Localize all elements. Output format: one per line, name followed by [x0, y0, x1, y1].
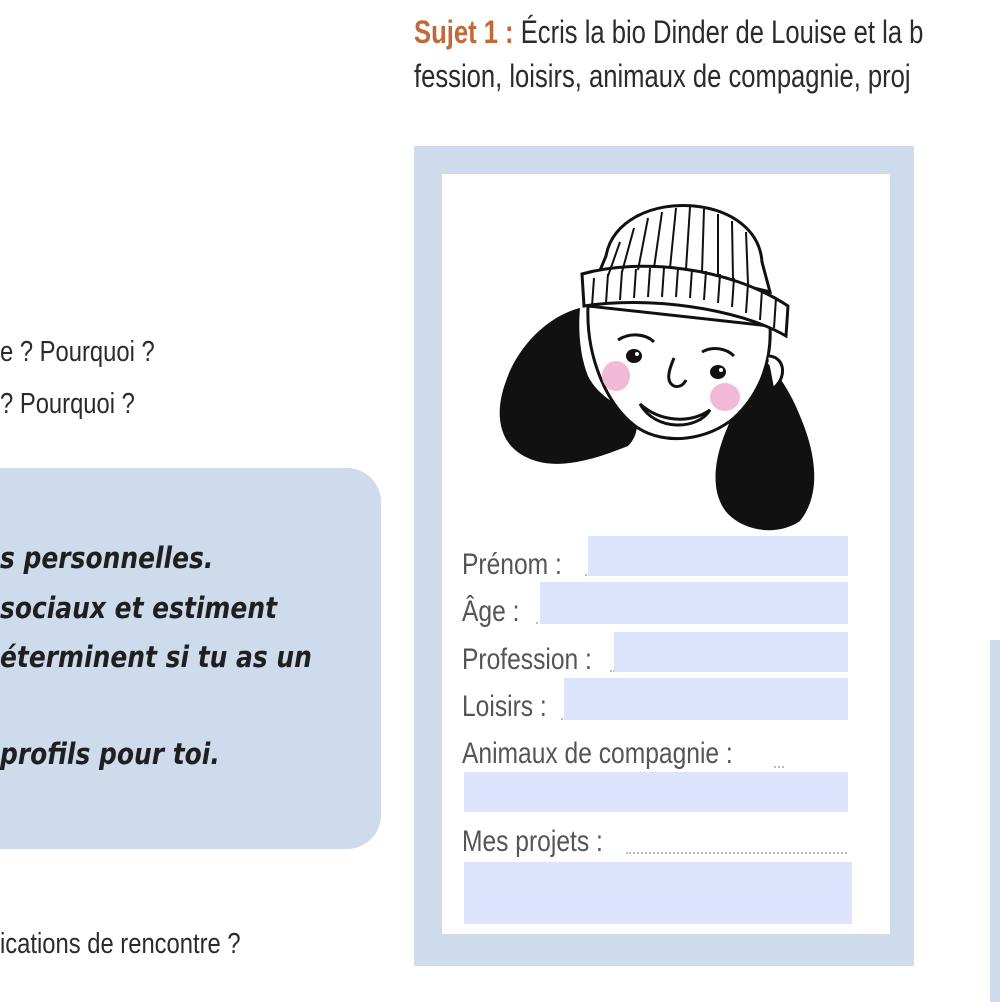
label-profession: Profession :: [462, 643, 592, 676]
info-line-3: éterminent si tu as un: [0, 640, 312, 674]
projets-field[interactable]: [464, 862, 852, 924]
subject-label: Sujet 1 :: [414, 14, 514, 50]
label-age: Âge :: [462, 595, 520, 628]
info-line-2: sociaux et estiment: [0, 591, 278, 625]
prenom-field[interactable]: [588, 536, 848, 576]
info-line-4: profils pour toi.: [0, 737, 220, 771]
question-1: e ? Pourquoi ?: [0, 336, 155, 368]
age-field[interactable]: [540, 582, 848, 624]
profession-field[interactable]: [614, 632, 848, 672]
label-loisirs: Loisirs :: [462, 690, 547, 723]
dotted-line: [774, 766, 784, 768]
right-cheek: [710, 383, 740, 411]
portrait-illustration: [488, 196, 838, 536]
subject-title: [414, 14, 923, 51]
info-line-1: s personnelles.: [0, 541, 214, 575]
subject-text-line-2: fession, loisirs, animaux de compagnie, proj: [414, 58, 911, 94]
label-animaux: Animaux de compagnie :: [462, 737, 733, 770]
subject-text: Écris la bio Dinder de Louise et la b: [520, 14, 924, 50]
dotted-line: [626, 852, 847, 854]
loisirs-field[interactable]: [564, 678, 848, 720]
left-cheek: [602, 361, 630, 391]
question-3: ications de rencontre ?: [0, 928, 241, 960]
label-projets: Mes projets :: [462, 825, 603, 858]
next-card-edge: [990, 640, 1000, 1002]
question-2: ? Pourquoi ?: [0, 388, 135, 420]
animaux-field[interactable]: [464, 772, 848, 812]
label-prenom: Prénom :: [462, 548, 562, 581]
